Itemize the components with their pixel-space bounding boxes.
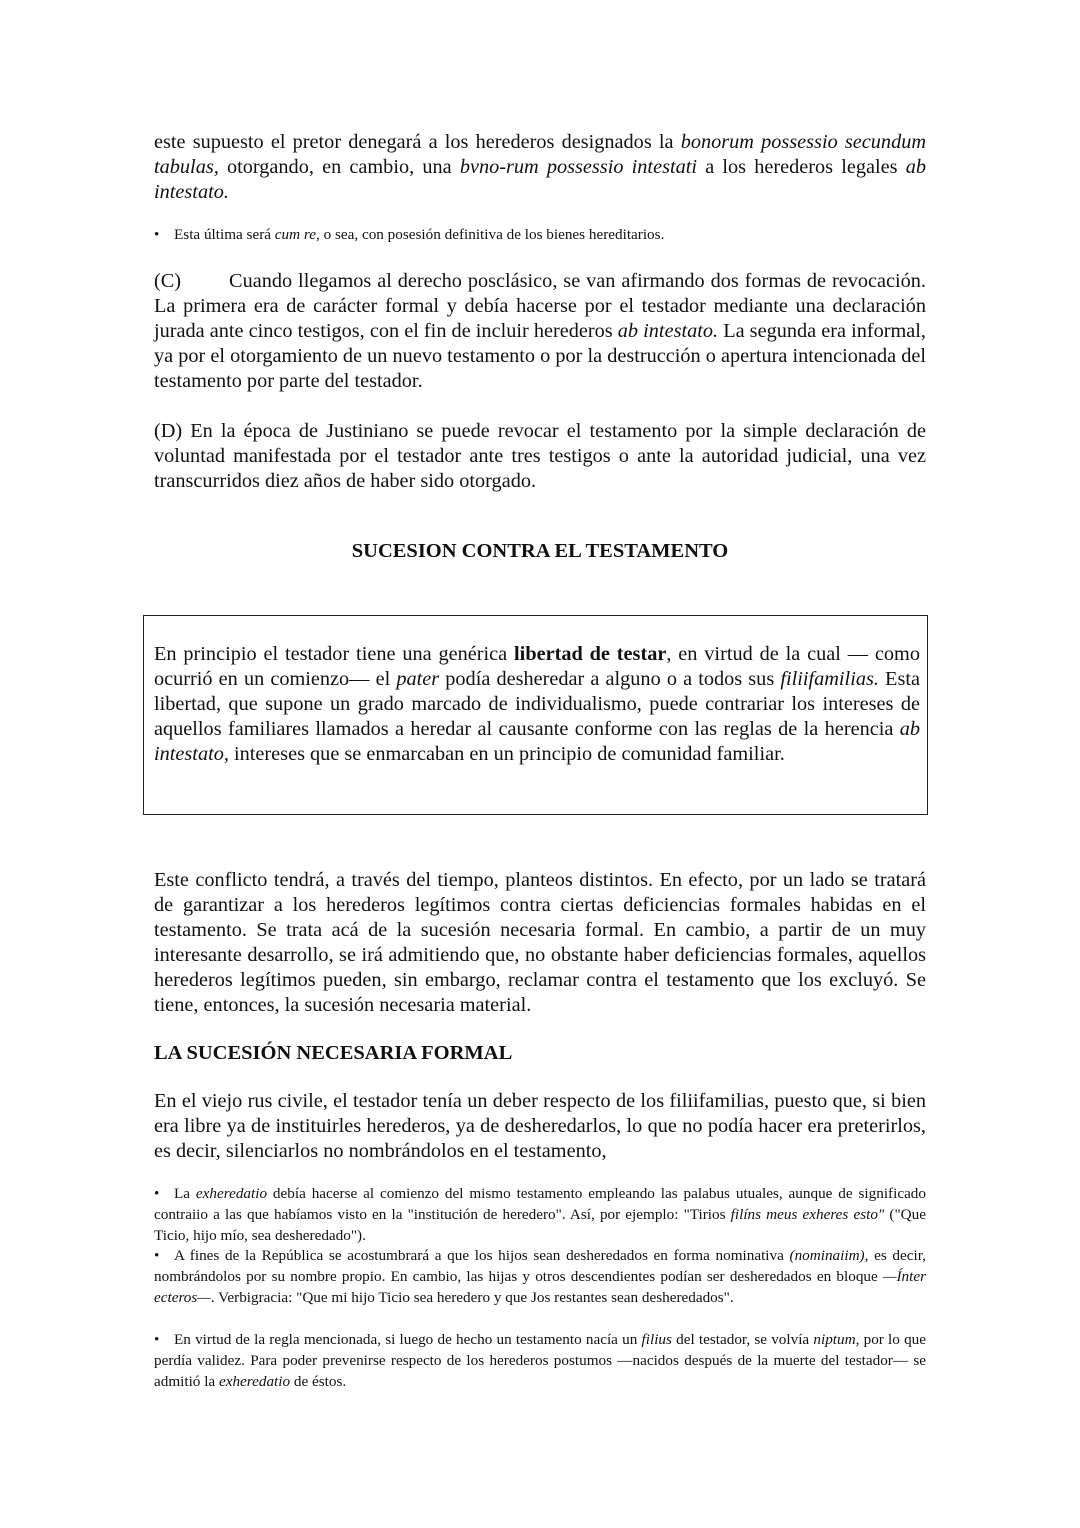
paragraph-bonorum-possessio xyxy=(154,130,926,205)
bold-text: libertad de testar xyxy=(514,643,667,665)
text-run: La segunda era informal, ya por el otorgamiento de un nuevo testamento o por la destrucción o apertura intencionada del testamento por parte del testador. xyxy=(154,320,927,392)
text-run: Cuando llegamos al derecho posclásico, se van afirmando dos formas de revocación. La primera era de carácter formal y debía hacerse por el testador mediante una declaración jurada ante cinco testigos, con el fin de incluir herederos xyxy=(154,270,926,342)
heading-sucesion-contra-testamento: SUCESION CONTRA EL TESTAMENTO xyxy=(351,540,729,562)
paragraph-rus-civile xyxy=(154,1089,926,1164)
text-run: En el viejo rus civile, el testador tenía un deber respecto de los filiifamilias, puesto que, si bien era libre ya de instituirles herederos, ya de desheredarlos, lo que no podía hacer era preterirlos, es decir, silenciarlos no nombrándolos en el testamento, xyxy=(154,1090,926,1162)
text-run: En virtud de la regla mencionada, si luego de hecho un testamento nacía un xyxy=(174,1331,642,1348)
paragraph-d-justiniano xyxy=(154,419,926,494)
italic-text: ab intestato, xyxy=(154,718,920,765)
text-run: La xyxy=(174,1185,196,1202)
text-run: (C) xyxy=(154,270,182,292)
text-run: Esta última será xyxy=(174,226,275,243)
bullet-icon: • xyxy=(154,1185,160,1202)
italic-text: cum re, xyxy=(274,226,320,243)
text-run: por lo que perdía validez. Para poder prevenirse respecto de los herederos postumos —nacidos después de la muerte del testador— se admitió la xyxy=(154,1331,926,1390)
bullet-icon: • xyxy=(154,226,160,243)
paragraph-libertad-de-testar xyxy=(154,642,920,767)
italic-text: niptum, xyxy=(813,1331,860,1348)
text-run: debía hacerse al comienzo del mismo testamento empleando las palabus utuales, aunque de significado contraiio a las que habíamos visto en la "institución de heredero". Así, por ejemplo: "Tirios xyxy=(154,1185,926,1223)
text-run: Esta libertad, que supone un grado marcado de individualismo, puede contrariar los intereses de aquellos familiares llamados a heredar al causante conforme con las reglas de la herencia xyxy=(154,668,920,740)
text-run: , en virtud de la cual — como ocurrió en un comienzo— el xyxy=(154,643,920,690)
text-run: o sea, con posesión definitiva de los bienes hereditarios. xyxy=(319,226,665,243)
text-run: (D) En la época de Justiniano se puede revocar el testamento por la simple declaración de voluntad manifestada por el testador ante tres testigos o ante la autoridad judicial, una vez transcurridos diez años de haber sido otorgado. xyxy=(154,420,926,492)
italic-text: filíns meus exheres esto" xyxy=(730,1206,885,1223)
italic-text: ab intestato. xyxy=(617,320,719,342)
paragraph-conflicto xyxy=(154,868,926,1018)
italic-text: filiifamilias. xyxy=(780,668,879,690)
text-run: de éstos. xyxy=(290,1373,347,1390)
bullet-icon: • xyxy=(154,1247,160,1264)
text-run: A fines de la República se acostumbrará a que los hijos sean desheredados en forma nominativa xyxy=(174,1247,790,1264)
text-run: este supuesto el pretor denegará a los herederos designados la xyxy=(154,131,681,153)
italic-text: (nominaiim), xyxy=(789,1247,869,1264)
footnote-filius xyxy=(154,1329,926,1392)
text-run: En principio el testador tiene una genérica xyxy=(154,643,515,665)
italic-text: exheredatio xyxy=(218,1373,291,1390)
text-run: del testador, se volvía xyxy=(671,1331,814,1348)
italic-text: bonorum possessio secundum tabulas, xyxy=(154,131,926,178)
text-run: Este conflicto tendrá, a través del tiempo, planteos distintos. En efecto, por un lado se tratará de garantizar a los herederos legítimos contra ciertas deficiencias formales habidas en el testamento. Se trata acá de la sucesión necesaria formal. En cambio, a partir de un muy interesante desarrollo, se irá admitiendo que, no obstante haber deficiencias formales, aquellos herederos legítimos pueden, sin embargo, reclamar contra el testamento que los excluyó. Se tiene, entonces, la sucesión necesaria material. xyxy=(154,869,926,1016)
heading-sucesion-necesaria-formal: LA SUCESIÓN NECESARIA FORMAL xyxy=(154,1042,513,1064)
text-run: podía desheredar a alguno o a todos sus xyxy=(439,668,781,690)
italic-text: bvno-rum possessio intestati xyxy=(459,156,698,178)
text-run: ("Que Ticio, hijo mío, sea desheredado"). xyxy=(154,1206,926,1244)
footnote-exheredatio xyxy=(154,1183,926,1246)
italic-text: filius xyxy=(641,1331,672,1348)
text-run: . Verbigracia: "Que mi hijo Ticio sea heredero y que Jos restantes sean desheredados". xyxy=(210,1289,734,1306)
italic-text: exheredatio xyxy=(195,1185,268,1202)
paragraph-c-posclasico xyxy=(154,269,926,394)
italic-text: ab intestato. xyxy=(154,156,926,203)
italic-text: pater xyxy=(396,668,440,690)
text-run: intereses que se enmarcaban en un principio de comunidad familiar. xyxy=(228,743,785,765)
text-run: a los herederos legales xyxy=(697,156,906,178)
bullet-icon: • xyxy=(154,1331,160,1348)
footnote-cum-re xyxy=(154,224,926,245)
footnote-republica xyxy=(154,1245,926,1308)
text-run: es decir, nombrándolos por su nombre propio. En cambio, las hijas y otros descendientes podían ser desheredados en bloque xyxy=(154,1247,926,1285)
text-run: otorgando, en cambio, una xyxy=(218,156,460,178)
italic-text: —Ínter ecteros— xyxy=(154,1268,926,1306)
